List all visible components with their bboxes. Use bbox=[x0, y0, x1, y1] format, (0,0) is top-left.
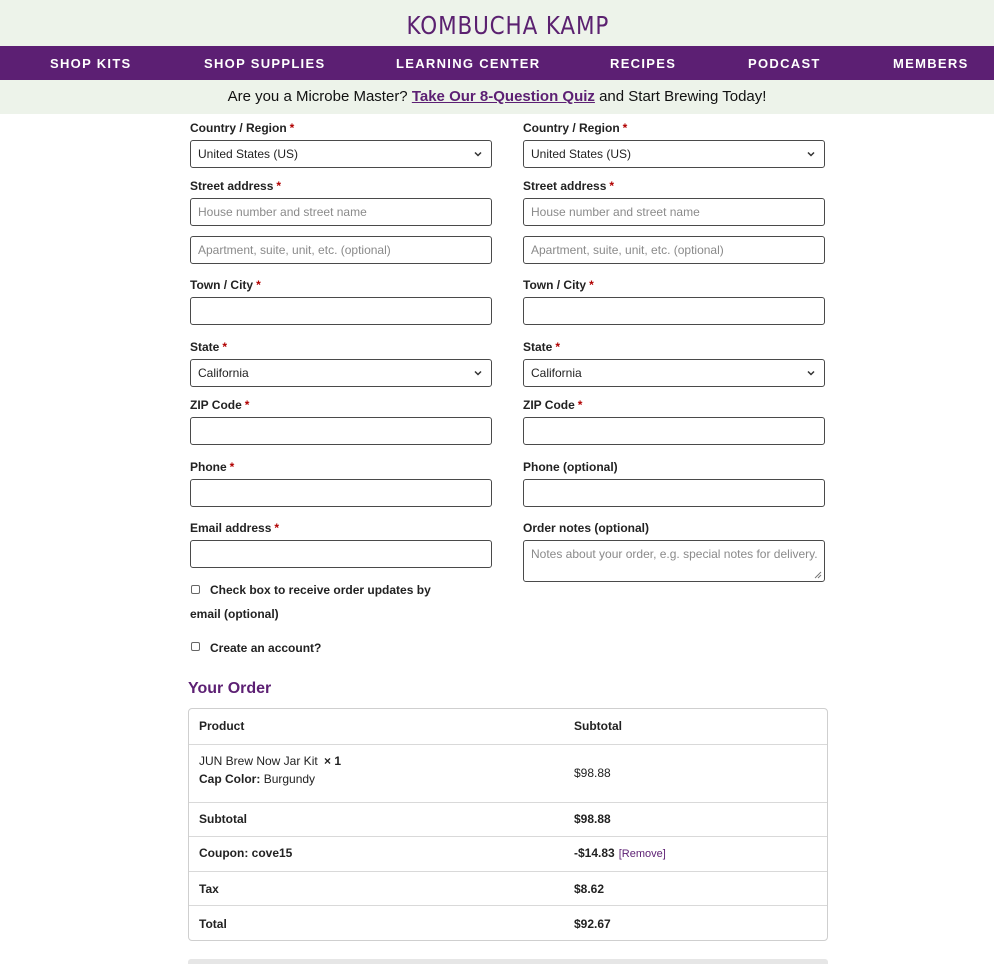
total-value: $92.67 bbox=[574, 917, 611, 931]
billing-state-value: California bbox=[198, 366, 249, 380]
site-header bbox=[0, 0, 994, 46]
item-cap-color: Cap Color: Burgundy bbox=[199, 772, 316, 786]
billing-zip-input[interactable] bbox=[190, 417, 492, 445]
order-updates-label-cont: email (optional) bbox=[190, 607, 279, 621]
required-mark: * bbox=[577, 398, 583, 412]
subtotal-label: Subtotal bbox=[199, 812, 247, 826]
required-mark: * bbox=[276, 179, 282, 193]
subtotal-column-header: Subtotal bbox=[574, 719, 622, 733]
coupon-label: Coupon: cove15 bbox=[199, 846, 293, 860]
item-name: JUN Brew Now Jar Kit × 1 bbox=[199, 754, 342, 768]
shipping-phone-input[interactable] bbox=[523, 479, 825, 507]
shipping-city-input[interactable] bbox=[523, 297, 825, 325]
quiz-link[interactable]: Take Our 8-Question Quiz bbox=[411, 88, 595, 105]
banner-suffix: and Start Brewing Today! bbox=[599, 88, 767, 105]
billing-street-input[interactable]: House number and street name bbox=[190, 198, 492, 226]
row-divider bbox=[189, 744, 827, 745]
order-updates-checkbox[interactable] bbox=[191, 585, 200, 594]
nav-shop-supplies[interactable]: SHOP SUPPLIES bbox=[204, 56, 326, 71]
required-mark: * bbox=[622, 121, 628, 135]
item-price: $98.88 bbox=[574, 766, 611, 780]
row-divider bbox=[189, 905, 827, 906]
order-notes-textarea[interactable] bbox=[523, 540, 825, 582]
your-order-heading: Your Order bbox=[188, 680, 272, 697]
billing-apartment-input[interactable]: Apartment, suite, unit, etc. (optional) bbox=[190, 236, 492, 264]
shipping-apartment-input[interactable]: Apartment, suite, unit, etc. (optional) bbox=[523, 236, 825, 264]
required-mark: * bbox=[222, 340, 228, 354]
billing-email-label: Email address * bbox=[190, 521, 280, 535]
nav-learning-center[interactable]: LEARNING CENTER bbox=[396, 56, 541, 71]
shipping-country-value: United States (US) bbox=[531, 147, 632, 161]
chevron-down-icon bbox=[806, 368, 816, 378]
nav-members[interactable]: MEMBERS bbox=[893, 56, 969, 71]
item-quantity: × 1 bbox=[324, 754, 342, 768]
shipping-state-select[interactable] bbox=[523, 359, 825, 387]
remove-coupon-link[interactable]: [Remove] bbox=[618, 848, 666, 860]
payment-section-edge bbox=[188, 959, 828, 964]
order-updates-label: Check box to receive order updates by bbox=[210, 583, 431, 597]
shipping-phone-label: Phone (optional) bbox=[523, 460, 618, 474]
tax-label: Tax bbox=[199, 882, 219, 896]
billing-country-value: United States (US) bbox=[198, 147, 299, 161]
row-divider bbox=[189, 802, 827, 803]
coupon-value: -$14.83 [Remove] bbox=[574, 846, 666, 860]
shipping-street-input[interactable]: House number and street name bbox=[523, 198, 825, 226]
total-label: Total bbox=[199, 917, 227, 931]
required-mark: * bbox=[609, 179, 615, 193]
shipping-zip-label: ZIP Code * bbox=[523, 398, 583, 412]
order-notes-label: Order notes (optional) bbox=[523, 521, 649, 535]
billing-email-input[interactable] bbox=[190, 540, 492, 568]
order-notes-placeholder: Notes about your order, e.g. special notes for delivery. bbox=[531, 547, 818, 561]
shipping-state-label: State * bbox=[523, 340, 561, 354]
required-mark: * bbox=[256, 278, 261, 292]
required-mark: * bbox=[589, 278, 594, 292]
site-logo[interactable] bbox=[400, 8, 616, 42]
required-mark: * bbox=[229, 460, 235, 474]
shipping-country-label: Country / Region * bbox=[523, 121, 628, 135]
resize-grip-icon[interactable] bbox=[814, 571, 822, 579]
shipping-zip-input[interactable] bbox=[523, 417, 825, 445]
nav-recipes[interactable]: RECIPES bbox=[610, 56, 677, 71]
subtotal-value: $98.88 bbox=[574, 812, 611, 826]
product-column-header: Product bbox=[199, 719, 245, 733]
create-account-checkbox[interactable] bbox=[191, 642, 200, 651]
row-divider bbox=[189, 871, 827, 872]
order-summary-table bbox=[188, 708, 828, 941]
nav-shop-kits[interactable]: SHOP KITS bbox=[50, 56, 132, 71]
nav-podcast[interactable]: PODCAST bbox=[748, 56, 821, 71]
chevron-down-icon bbox=[473, 368, 483, 378]
billing-phone-label: Phone * bbox=[190, 460, 235, 474]
tax-value: $8.62 bbox=[574, 882, 605, 896]
shipping-city-label: Town / City * bbox=[523, 278, 594, 292]
row-divider bbox=[189, 836, 827, 837]
billing-country-label: Country / Region * bbox=[190, 121, 295, 135]
billing-city-label: Town / City * bbox=[190, 278, 261, 292]
promo-banner bbox=[0, 80, 994, 114]
billing-zip-label: ZIP Code * bbox=[190, 398, 250, 412]
chevron-down-icon bbox=[473, 149, 483, 159]
billing-street-label: Street address * bbox=[190, 179, 282, 193]
billing-phone-input[interactable] bbox=[190, 479, 492, 507]
shipping-country-select[interactable] bbox=[523, 140, 825, 168]
required-mark: * bbox=[555, 340, 561, 354]
shipping-street-label: Street address * bbox=[523, 179, 615, 193]
billing-state-select[interactable] bbox=[190, 359, 492, 387]
chevron-down-icon bbox=[806, 149, 816, 159]
main-nav bbox=[0, 46, 994, 80]
billing-city-input[interactable] bbox=[190, 297, 492, 325]
billing-country-select[interactable] bbox=[190, 140, 492, 168]
create-account-label: Create an account? bbox=[210, 641, 322, 655]
required-mark: * bbox=[274, 521, 280, 535]
billing-state-label: State * bbox=[190, 340, 228, 354]
required-mark: * bbox=[289, 121, 295, 135]
banner-prefix: Are you a Microbe Master? bbox=[227, 88, 408, 105]
logo-text: KOMBUCHA KAMP bbox=[406, 10, 610, 40]
shipping-state-value: California bbox=[531, 366, 582, 380]
required-mark: * bbox=[244, 398, 250, 412]
